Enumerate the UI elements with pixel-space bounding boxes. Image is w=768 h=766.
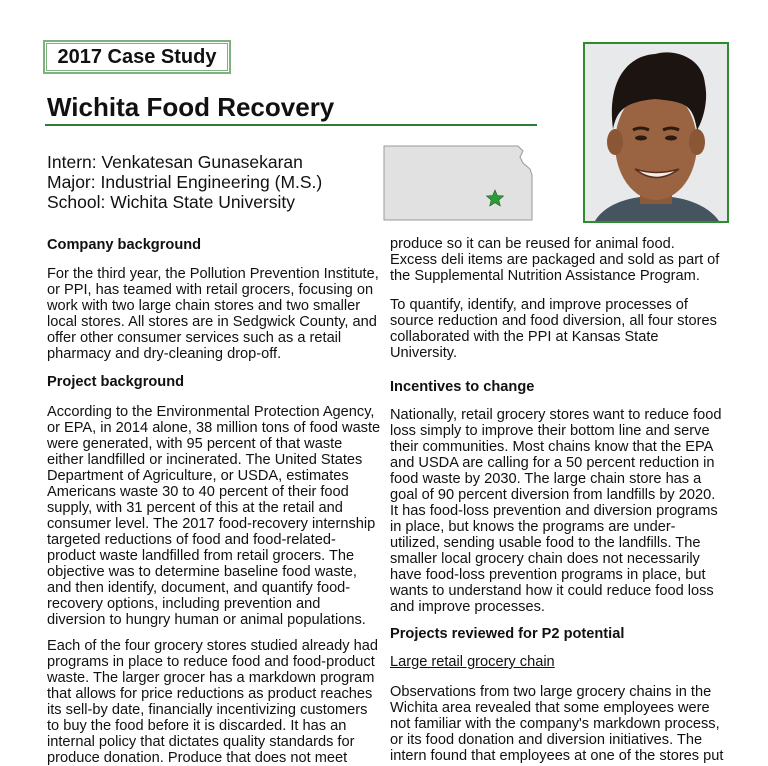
intern-name: Intern: Venkatesan Gunasekaran [47,152,303,172]
incentives-paragraph [390,407,722,615]
intern-major: Major: Industrial Engineering (M.S.) [47,172,323,192]
text-line: smaller local grocery chain does not necessarily [390,551,700,567]
continued-paragraph [390,236,719,284]
large-chain-subheading: Large retail grocery chain [390,654,555,670]
text-line: or its food donation and diversion initiatives. The [390,732,703,748]
text-line: internal policy that dictates quality standards for [47,734,355,750]
text-line: Nationally, retail grocery stores want to reduce food [390,407,722,423]
text-line: targeted reductions of food and food-related- [47,532,336,548]
page-title: Wichita Food Recovery [47,92,335,122]
text-line: University. [390,345,458,361]
text-line: Each of the four grocery stores studied already had [47,638,378,654]
project-background-heading: Project background [47,374,185,390]
portrait-icon [585,44,727,221]
text-line: Observations from two large grocery chains in the [390,684,712,700]
text-line: produce so it can be reused for animal food. [390,236,675,252]
text-line: programs in place to reduce food and food-product [47,654,375,670]
text-line: work with two large chain stores and two smaller [47,298,361,314]
text-line: supply, with 31 percent of this at the retail and [47,500,343,516]
text-line: its sell-by date, financially incentivizing customers [47,702,368,718]
badge-label: 2017 Case Study [57,45,217,68]
grocery-programs-paragraph [47,638,378,766]
text-line: and improve processes. [390,599,545,615]
case-study-badge [43,40,231,74]
text-line: source reduction and food diversion, all four stores [390,313,717,329]
quantify-paragraph [390,297,717,361]
text-line: and USDA are calling for a 50 percent reduction in [390,455,715,471]
company-background-heading: Company background [47,237,202,253]
text-line: objective was to determine baseline food waste, [47,564,357,580]
text-line: food waste by 2030. The large chain store has a [390,471,702,487]
text-line: To quantify, identify, and improve processes of [390,297,688,313]
projects-reviewed-heading: Projects reviewed for P2 potential [390,626,625,642]
title-divider [45,124,537,126]
intern-info [47,152,322,212]
text-line: Department of Agriculture, or USDA, estimates [47,468,349,484]
text-line: have food-loss prevention programs in place, but [390,567,706,583]
text-line: collaborated with the PPI at Kansas State [390,329,659,345]
text-line: wants to understand how it could reduce food loss [390,583,714,599]
text-line: pharmacy and dry-cleaning drop-off. [47,346,282,362]
project-background-paragraph [47,404,380,628]
text-line: goal of 90 percent diversion from landfills by 2020. [390,487,716,503]
incentives-heading: Incentives to change [390,379,535,395]
text-line: not familiar with the company's markdown process, [390,716,720,732]
text-line: utilized, sending usable food to the landfills. The [390,535,701,551]
text-line: Americans waste 30 to 40 percent of their food [47,484,349,500]
text-line: For the third year, the Pollution Prevention Institute, [47,266,379,282]
text-line: and then identify, document, and quantify food- [47,580,351,596]
text-line: in place, but knows the programs are under- [390,519,676,535]
text-line: product waste landfilled from retail grocers. The [47,548,355,564]
kansas-map-icon [383,145,535,223]
text-line: According to the Environmental Protection Agency, [47,404,375,420]
text-line: loss simply to improve their bottom line and serve [390,423,710,439]
observations-paragraph [390,684,723,764]
text-line: recovery options, including prevention and [47,596,321,612]
text-line: Excess deli items are packaged and sold as part of [390,252,720,268]
text-line: diversion to hungry human or animal populations. [47,612,366,628]
text-line: or EPA, in 2014 alone, 38 million tons of food waste [47,420,381,436]
text-line: It has food-loss prevention and diversion programs [390,503,718,519]
text-line: intern found that employees at one of the stores put [390,748,724,764]
text-line: or PPI, has teamed with retail grocers, focusing on [47,282,374,298]
text-line: waste. The larger grocer has a markdown program [47,670,375,686]
text-line: that allows for price reductions as product reaches [47,686,373,702]
text-line: offer other consumer services such as a retail [47,330,342,346]
company-background-paragraph [47,266,379,362]
text-line: either landfilled or incinerated. The United States [47,452,363,468]
intern-photo [583,42,729,223]
text-line: Wichita area revealed that some employees were [390,700,710,716]
text-line: were generated, with 95 percent of that waste [47,436,343,452]
text-line: produce donation. Produce that does not meet [47,750,348,766]
text-line: local stores. All stores are in Sedgwick County, and [47,314,377,330]
intern-school: School: Wichita State University [47,192,296,212]
text-line: the Supplemental Nutrition Assistance Program. [390,268,700,284]
text-line: consumer level. The 2017 food-recovery internship [47,516,376,532]
text-line: their communities. Most chains know that the EPA [390,439,714,455]
text-line: to buy the food before it is discarded. It has an [47,718,347,734]
